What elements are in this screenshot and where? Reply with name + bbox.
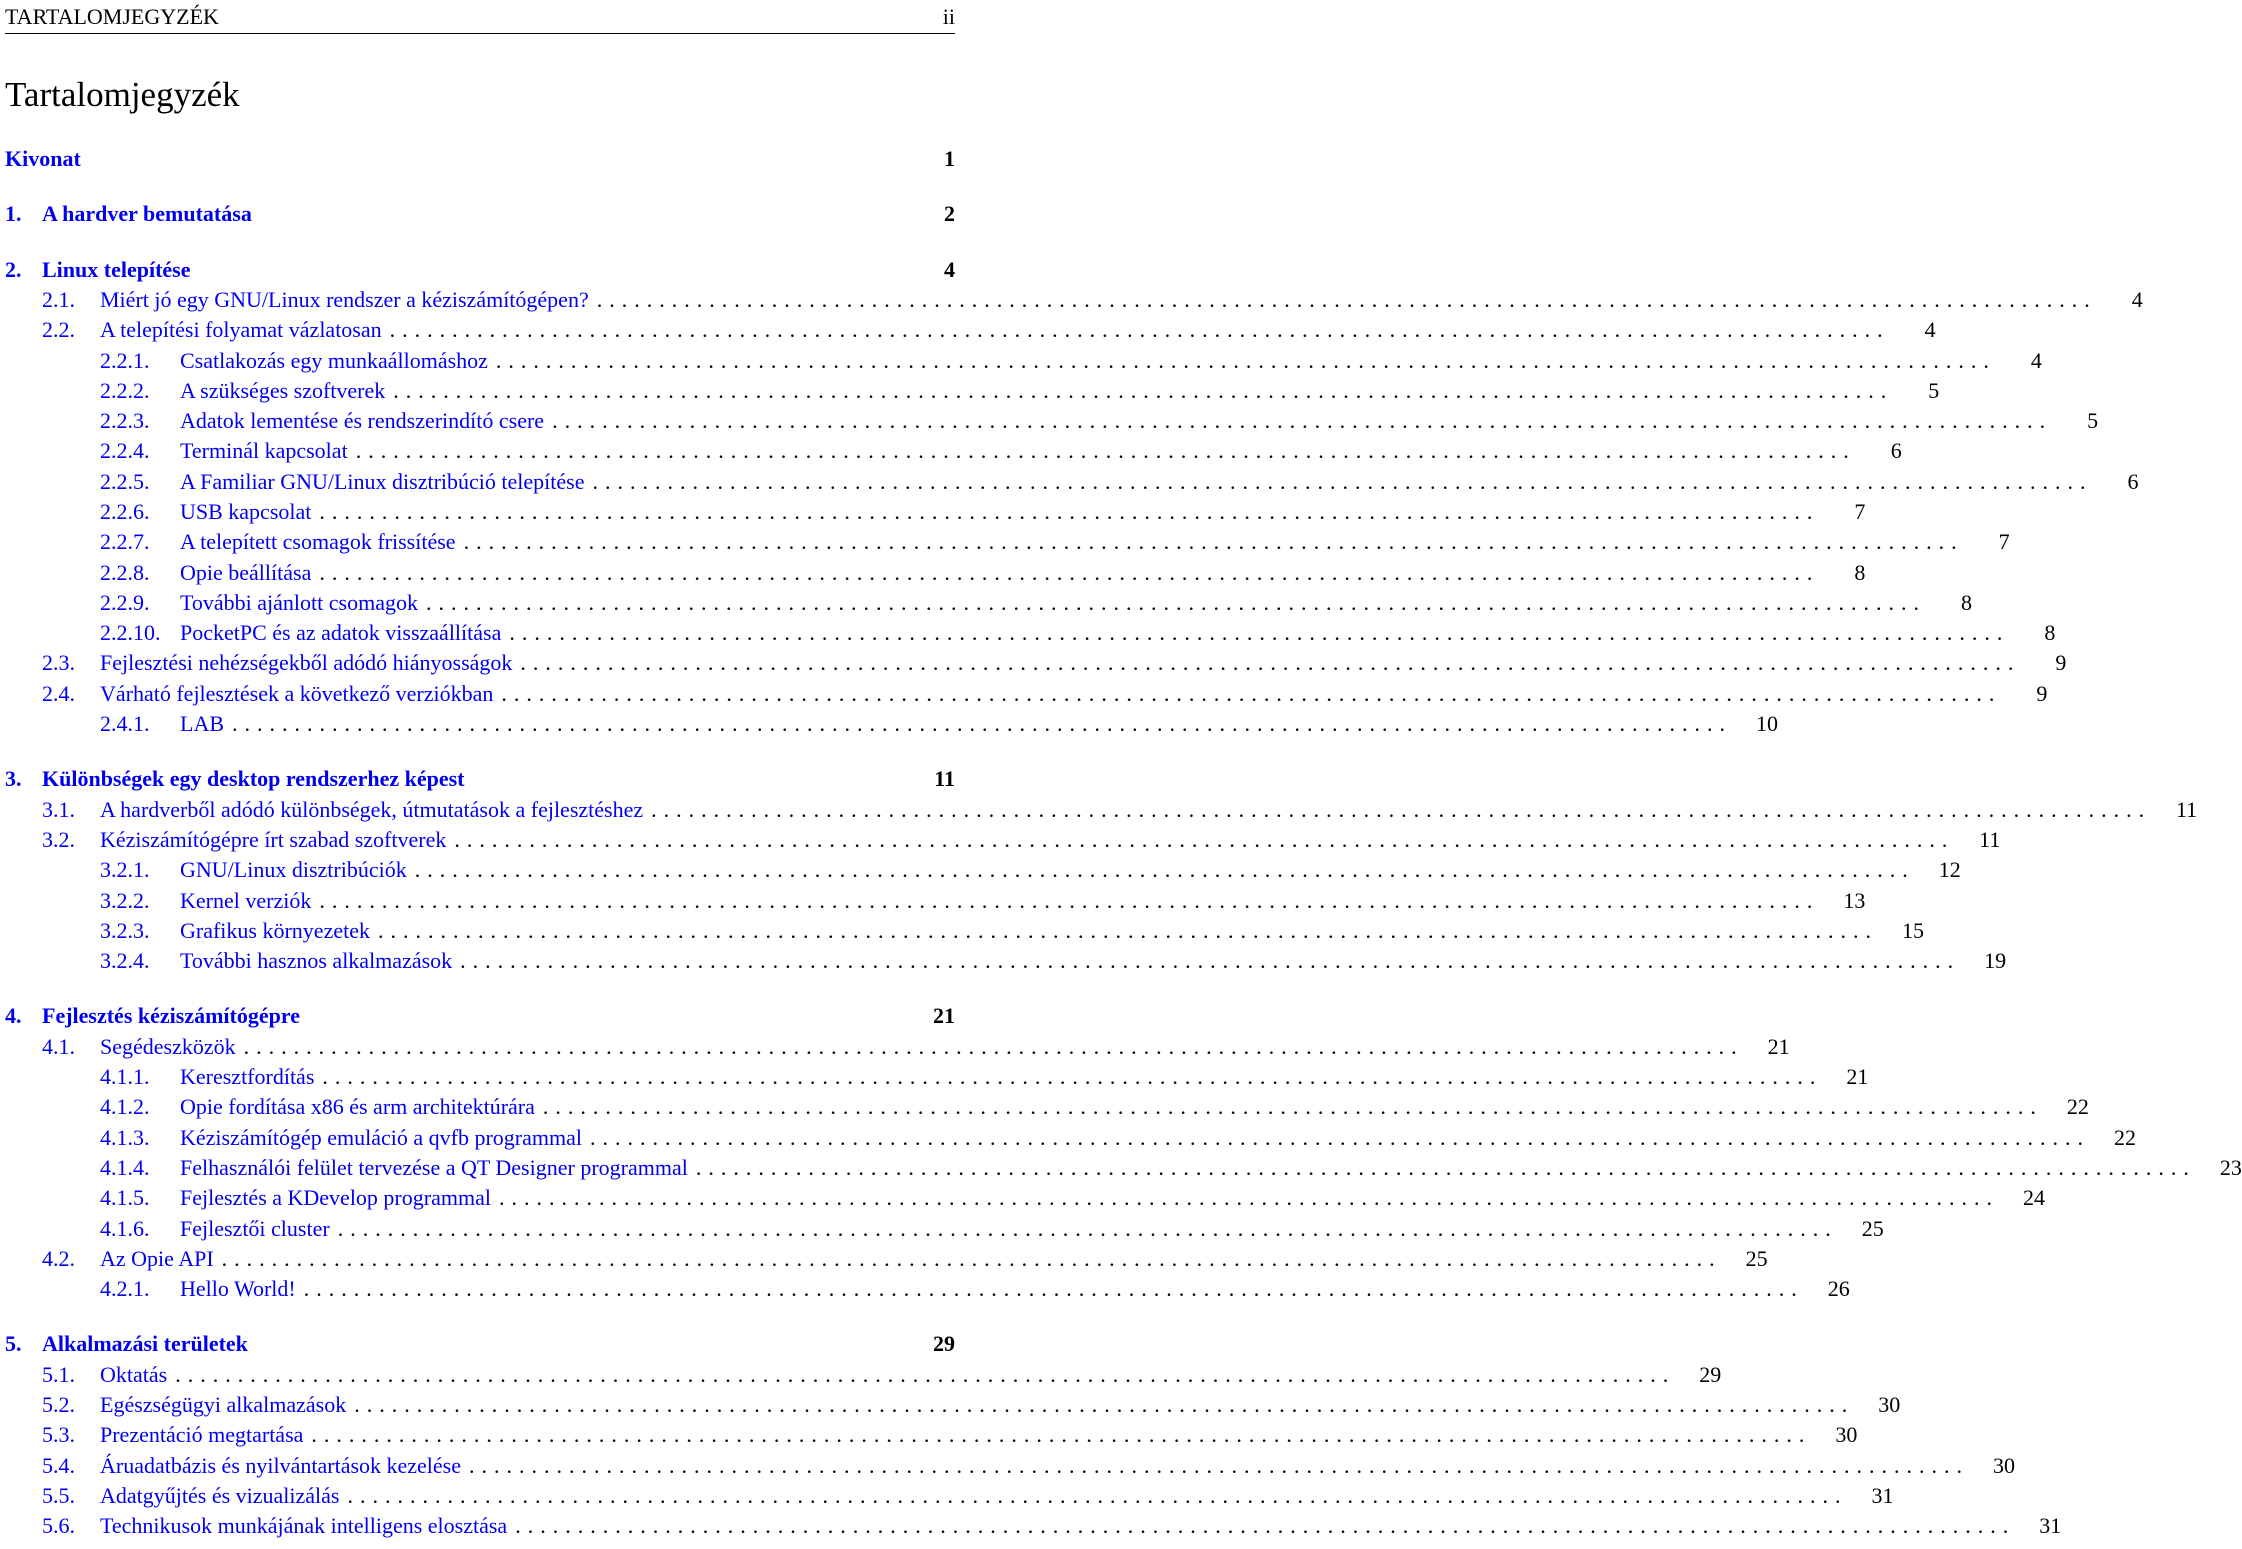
- toc-entry-number[interactable]: 2.1.: [42, 287, 75, 312]
- toc-entry-title[interactable]: GNU/Linux disztribúciók: [180, 857, 407, 882]
- toc-entry[interactable]: [5, 855, 1961, 885]
- toc-entry-title[interactable]: Kernel verziók: [180, 888, 312, 913]
- toc-entry-title[interactable]: Miért jó egy GNU/Linux rendszer a kéziszámítógépen?: [100, 287, 589, 312]
- toc-entry-number[interactable]: 2.: [5, 257, 22, 282]
- toc-entry-page-number: 5: [1928, 378, 1940, 403]
- toc-entry-title[interactable]: Felhasználói felület tervezése a QT Designer programmal: [180, 1155, 688, 1180]
- dot-leader: ........................................................................................................................: [552, 408, 2053, 433]
- toc-entry-title[interactable]: USB kapcsolat: [180, 499, 312, 524]
- toc-entry-page-number: 21: [1846, 1064, 1869, 1089]
- toc-entry-page-number: 1: [944, 146, 955, 171]
- toc-entry-number[interactable]: 2.2.8.: [100, 560, 150, 585]
- dot-leader: ........................................................................................................................: [303, 1276, 1804, 1301]
- toc-entry[interactable]: [5, 1390, 1901, 1420]
- dot-leader: ........................................................................................................................: [520, 650, 2021, 675]
- toc-entry-page-number: 8: [1854, 560, 1866, 585]
- toc-entry-number[interactable]: 4.1.1.: [100, 1064, 150, 1089]
- dot-leader: ........................................................................................................................: [651, 797, 2152, 822]
- toc-entry-page-number: 24: [2022, 1185, 2045, 1210]
- toc-entry-title[interactable]: Linux telepítése: [42, 257, 191, 282]
- toc-entry-number[interactable]: 5.2.: [42, 1392, 75, 1417]
- toc-entry-page-number: 22: [2113, 1125, 2136, 1150]
- toc-entry-title[interactable]: Technikusok munkájának intelligens elosztása: [100, 1513, 508, 1538]
- toc-entry-number[interactable]: 2.2.5.: [100, 469, 150, 494]
- toc-entry-page-number: 8: [1960, 590, 1972, 615]
- toc-entry-page-number: 2: [944, 201, 955, 226]
- toc-entry-number[interactable]: 2.2.9.: [100, 590, 150, 615]
- toc-entry-page-number: 8: [2044, 620, 2056, 645]
- toc-entry-title[interactable]: A telepített csomagok frissítése: [180, 529, 456, 554]
- dot-leader: ........................................................................................................................: [322, 1064, 1823, 1089]
- toc-entry-page-number: 22: [2066, 1094, 2089, 1119]
- toc-entry-number[interactable]: 5.5.: [42, 1483, 75, 1508]
- toc-entry-number[interactable]: 2.4.1.: [100, 711, 150, 736]
- toc-entry-title[interactable]: Fejlesztés a KDevelop programmal: [180, 1185, 491, 1210]
- toc-entry-number[interactable]: 2.2.3.: [100, 408, 150, 433]
- toc-entry[interactable]: [5, 1511, 2062, 1541]
- toc-entry[interactable]: [5, 1360, 1722, 1390]
- toc-entry[interactable]: [5, 946, 2007, 976]
- toc-entry[interactable]: [5, 916, 1924, 946]
- dot-leader: ........................................................................................................................: [393, 378, 1894, 403]
- toc-entry-page-number: 6: [1890, 438, 1902, 463]
- toc-entry-title[interactable]: Keresztfordítás: [180, 1064, 315, 1089]
- dot-leader: ........................................................................................................................: [592, 469, 2093, 494]
- dot-leader: ........................................................................................................................: [377, 918, 1878, 943]
- toc-entry[interactable]: [5, 795, 2198, 825]
- toc-entry[interactable]: [5, 497, 1866, 527]
- toc-entry[interactable]: [5, 527, 2010, 557]
- toc-entry[interactable]: [5, 1420, 1858, 1450]
- toc-entry-page-number: 7: [1854, 499, 1866, 524]
- toc-entry-number[interactable]: 4.2.1.: [100, 1276, 150, 1301]
- toc-entry-page-number: 25: [1745, 1246, 1768, 1271]
- toc-entry-number[interactable]: 2.2.4.: [100, 438, 150, 463]
- toc-entry-title[interactable]: Adatok lementése és rendszerindító csere: [180, 408, 545, 433]
- toc-entry-number[interactable]: 5.: [5, 1331, 22, 1356]
- toc-entry[interactable]: [5, 1001, 955, 1031]
- toc-entry-number[interactable]: 2.2.6.: [100, 499, 150, 524]
- toc-entry-number[interactable]: 3.2.1.: [100, 857, 150, 882]
- toc-entry-page-number: 11: [934, 766, 955, 791]
- toc-entry-number[interactable]: 2.2.7.: [100, 529, 150, 554]
- running-header-page-number: ii: [942, 3, 955, 29]
- toc-entry-number[interactable]: 2.2.: [42, 317, 75, 342]
- toc-entry-page-number: 31: [1871, 1483, 1894, 1508]
- dot-leader: ........................................................................................................................: [589, 1125, 2090, 1150]
- toc-entry-number[interactable]: 5.4.: [42, 1453, 75, 1478]
- toc-entry[interactable]: [5, 346, 2042, 376]
- toc-entry[interactable]: [5, 1244, 1768, 1274]
- dot-leader: ........................................................................................................................: [501, 681, 2002, 706]
- toc-entry-number[interactable]: 2.3.: [42, 650, 75, 675]
- toc-entry-number[interactable]: 4.1.5.: [100, 1185, 150, 1210]
- toc-entry[interactable]: [5, 315, 1936, 345]
- dot-leader: ........................................................................................................................: [454, 827, 1955, 852]
- toc-entry-page-number: 9: [2055, 650, 2067, 675]
- dot-leader: ........................................................................................................................: [311, 1422, 1812, 1447]
- toc-entry-page-number: 30: [1878, 1392, 1901, 1417]
- toc-entry-title[interactable]: Különbségek egy desktop rendszerhez képest: [42, 766, 465, 791]
- toc-entry-page-number: 11: [1979, 827, 2001, 852]
- dot-leader: ........................................................................................................................: [175, 1362, 1676, 1387]
- toc-entry[interactable]: [5, 199, 955, 229]
- dot-leader: ........................................................................................................................: [509, 620, 2010, 645]
- toc-entry-page-number: 4: [2131, 287, 2143, 312]
- toc-entry-page-number: 9: [2036, 681, 2048, 706]
- toc-entry-page-number: 26: [1827, 1276, 1850, 1301]
- toc-entry-title[interactable]: LAB: [180, 711, 224, 736]
- toc-entry[interactable]: [5, 1032, 1790, 1062]
- toc-entry[interactable]: [5, 558, 1866, 588]
- toc-entry[interactable]: [5, 467, 2139, 497]
- toc-entry[interactable]: [5, 1329, 955, 1359]
- toc-entry-number[interactable]: 3.: [5, 766, 22, 791]
- toc-entry[interactable]: [5, 376, 1940, 406]
- toc-entry[interactable]: [5, 886, 1866, 916]
- toc-entry-page-number: 13: [1843, 888, 1866, 913]
- toc-entry-number[interactable]: 4.1.4.: [100, 1155, 150, 1180]
- toc-entry-page-number: 21: [1767, 1034, 1790, 1059]
- dot-leader: ........................................................................................................................: [463, 529, 1964, 554]
- toc-entry-page-number: 25: [1861, 1216, 1884, 1241]
- toc-entry-title[interactable]: A Familiar GNU/Linux disztribúció telepítése: [180, 469, 585, 494]
- running-header-title: TARTALOMJEGYZÉK: [5, 3, 219, 29]
- toc-entry-page-number: 30: [1835, 1422, 1858, 1447]
- toc-entry-title[interactable]: A hardverből adódó különbségek, útmutatások a fejlesztéshez: [100, 797, 644, 822]
- running-header: [5, 0, 955, 34]
- dot-leader: ........................................................................................................................: [389, 317, 1890, 342]
- toc-entry-number[interactable]: 5.3.: [42, 1422, 75, 1447]
- toc-entry[interactable]: [5, 1214, 1884, 1244]
- toc-entry-title[interactable]: A telepítési folyamat vázlatosan: [100, 317, 382, 342]
- toc-entry-title[interactable]: További ajánlott csomagok: [180, 590, 418, 615]
- toc-entry-title[interactable]: Kéziszámítógépre írt szabad szoftverek: [100, 827, 447, 852]
- toc-entry-page-number: 5: [2087, 408, 2099, 433]
- dot-leader: ........................................................................................................................: [319, 499, 1820, 524]
- toc-entry-page-number: 6: [2127, 469, 2139, 494]
- dot-leader: ........................................................................................................................: [414, 857, 1915, 882]
- toc-entry-number[interactable]: 3.1.: [42, 797, 75, 822]
- toc-entry-page-number: 7: [1998, 529, 2010, 554]
- toc-entry-title[interactable]: Terminál kapcsolat: [180, 438, 348, 463]
- toc-entry-title[interactable]: A szükséges szoftverek: [180, 378, 386, 403]
- toc-entry[interactable]: [5, 825, 2001, 855]
- toc-entry-title[interactable]: További hasznos alkalmazások: [180, 948, 453, 973]
- toc-entry-number[interactable]: 4.1.6.: [100, 1216, 150, 1241]
- toc-entry-title[interactable]: Oktatás: [100, 1362, 168, 1387]
- dot-leader: ........................................................................................................................: [425, 590, 1926, 615]
- toc-entry-page-number: 30: [1993, 1453, 2016, 1478]
- toc-entry-page-number: 19: [1984, 948, 2007, 973]
- toc-entry-number[interactable]: 3.2.: [42, 827, 75, 852]
- toc-entry-number[interactable]: 2.2.10.: [100, 620, 161, 645]
- toc-entry-title[interactable]: Fejlesztés kéziszámítógépre: [42, 1003, 300, 1028]
- toc-entry[interactable]: [5, 1451, 2016, 1481]
- toc-entry[interactable]: [5, 1274, 1850, 1304]
- toc-entry-title[interactable]: Alkalmazási területek: [42, 1331, 248, 1356]
- toc-entry-title[interactable]: Kéziszámítógép emuláció a qvfb programmal: [180, 1125, 582, 1150]
- toc-entry-title[interactable]: Opie fordítása x86 és arm architektúrára: [180, 1094, 535, 1119]
- toc-entry-number[interactable]: 2.2.2.: [100, 378, 150, 403]
- toc-entry-number[interactable]: 4.2.: [42, 1246, 75, 1271]
- toc-entry[interactable]: [5, 618, 2056, 648]
- toc-entry-number[interactable]: 2.2.1.: [100, 348, 150, 373]
- toc-entry-page-number: 4: [1924, 317, 1936, 342]
- toc-entry-number[interactable]: 1.: [5, 201, 22, 226]
- toc-entry-title[interactable]: Hello World!: [180, 1276, 296, 1301]
- dot-leader: ........................................................................................................................: [542, 1094, 2043, 1119]
- dot-leader: ........................................................................................................................: [232, 711, 1732, 736]
- toc-entry-title[interactable]: Fejlesztői cluster: [180, 1216, 330, 1241]
- dot-leader: ........................................................................................................................: [337, 1216, 1838, 1241]
- toc-entry[interactable]: [5, 285, 2143, 315]
- toc-entry[interactable]: [5, 406, 2099, 436]
- toc-entry[interactable]: [5, 1123, 2136, 1153]
- dot-leader: ........................................................................................................................: [355, 438, 1856, 463]
- toc-entry[interactable]: [5, 1062, 1869, 1092]
- toc-entry[interactable]: [5, 648, 2067, 678]
- dot-leader: ........................................................................................................................: [695, 1155, 2196, 1180]
- toc-entry-title[interactable]: Csatlakozás egy munkaállomáshoz: [180, 348, 488, 373]
- toc-entry-title[interactable]: Kivonat: [5, 146, 81, 171]
- toc-entry-number[interactable]: 3.2.2.: [100, 888, 150, 913]
- toc-entry-page-number: 11: [2175, 797, 2198, 822]
- toc-entry-number[interactable]: 4.: [5, 1003, 22, 1028]
- dot-leader: ........................................................................................................................: [498, 1185, 1999, 1210]
- toc-entry-number[interactable]: 3.2.3.: [100, 918, 150, 943]
- toc-entry-title[interactable]: Az Opie API: [100, 1246, 214, 1271]
- toc-entry[interactable]: [5, 1481, 1894, 1511]
- toc-entry-number[interactable]: 2.4.: [42, 681, 75, 706]
- toc-entry-page-number: 15: [1901, 918, 1924, 943]
- toc-entry-title[interactable]: PocketPC és az adatok visszaállítása: [180, 620, 502, 645]
- toc-entry-title[interactable]: Áruadatbázis és nyilvántartások kezelése: [100, 1453, 462, 1478]
- toc-entry-title[interactable]: Segédeszközök: [100, 1034, 236, 1059]
- toc-entry-number[interactable]: 4.1.: [42, 1034, 75, 1059]
- dot-leader: ........................................................................................................................: [319, 560, 1820, 585]
- toc-entry-number[interactable]: 4.1.3.: [100, 1125, 150, 1150]
- toc-entry[interactable]: [5, 436, 1902, 466]
- toc-entry-title[interactable]: Opie beállítása: [180, 560, 312, 585]
- toc-entry-page-number: 10: [1756, 711, 1778, 736]
- toc-entry-number[interactable]: 4.1.2.: [100, 1094, 150, 1119]
- toc-entry[interactable]: [5, 679, 2048, 709]
- toc-entry-title[interactable]: Prezentáció megtartása: [100, 1422, 304, 1447]
- toc-entry-page-number: 4: [2030, 348, 2042, 373]
- toc-entry-number[interactable]: 3.2.4.: [100, 948, 150, 973]
- page-title: Tartalomjegyzék: [5, 75, 240, 114]
- dot-leader: ........................................................................................................................: [347, 1483, 1848, 1508]
- toc-entry-title[interactable]: Várható fejlesztések a következő verziókban: [100, 681, 494, 706]
- dot-leader: ........................................................................................................................: [354, 1392, 1855, 1417]
- dot-leader: ........................................................................................................................: [515, 1513, 2016, 1538]
- toc-entry[interactable]: [5, 1092, 2089, 1122]
- dot-leader: ........................................................................................................................: [221, 1246, 1722, 1271]
- toc-entry-page-number: 29: [1699, 1362, 1722, 1387]
- dot-leader: ........................................................................................................................: [495, 348, 1996, 373]
- dot-leader: ........................................................................................................................: [243, 1034, 1744, 1059]
- toc-entry-page-number: 29: [933, 1331, 955, 1356]
- toc-entry[interactable]: [5, 1183, 2045, 1213]
- dot-leader: ........................................................................................................................: [460, 948, 1961, 973]
- toc-entry[interactable]: [5, 1153, 2242, 1183]
- toc-entry-page-number: 12: [1938, 857, 1961, 882]
- toc-entry-page-number: 4: [944, 257, 955, 282]
- toc-entry-page-number: 31: [2039, 1513, 2062, 1538]
- toc-entry-number[interactable]: 5.6.: [42, 1513, 75, 1538]
- dot-leader: ........................................................................................................................: [319, 888, 1820, 913]
- toc-entry[interactable]: [5, 709, 1778, 739]
- toc-entry-number[interactable]: 5.1.: [42, 1362, 75, 1387]
- toc-entry[interactable]: [5, 255, 955, 285]
- toc-entry-page-number: 23: [2219, 1155, 2242, 1180]
- dot-leader: ........................................................................................................................: [469, 1453, 1970, 1478]
- toc-entry[interactable]: [5, 588, 1972, 618]
- toc-entry-title[interactable]: Egészségügyi alkalmazások: [100, 1392, 347, 1417]
- toc-entry-title[interactable]: Adatgyűjtés és vizualizálás: [100, 1483, 340, 1508]
- toc-entry-title[interactable]: Fejlesztési nehézségekből adódó hiányosságok: [100, 650, 513, 675]
- toc-entry[interactable]: [5, 144, 955, 174]
- toc-entry-page-number: 21: [933, 1003, 955, 1028]
- toc-entry[interactable]: [5, 764, 955, 794]
- toc-entry-title[interactable]: Grafikus környezetek: [180, 918, 370, 943]
- dot-leader: ........................................................................................................................: [596, 287, 2097, 312]
- toc-entry-title[interactable]: A hardver bemutatása: [42, 201, 252, 226]
